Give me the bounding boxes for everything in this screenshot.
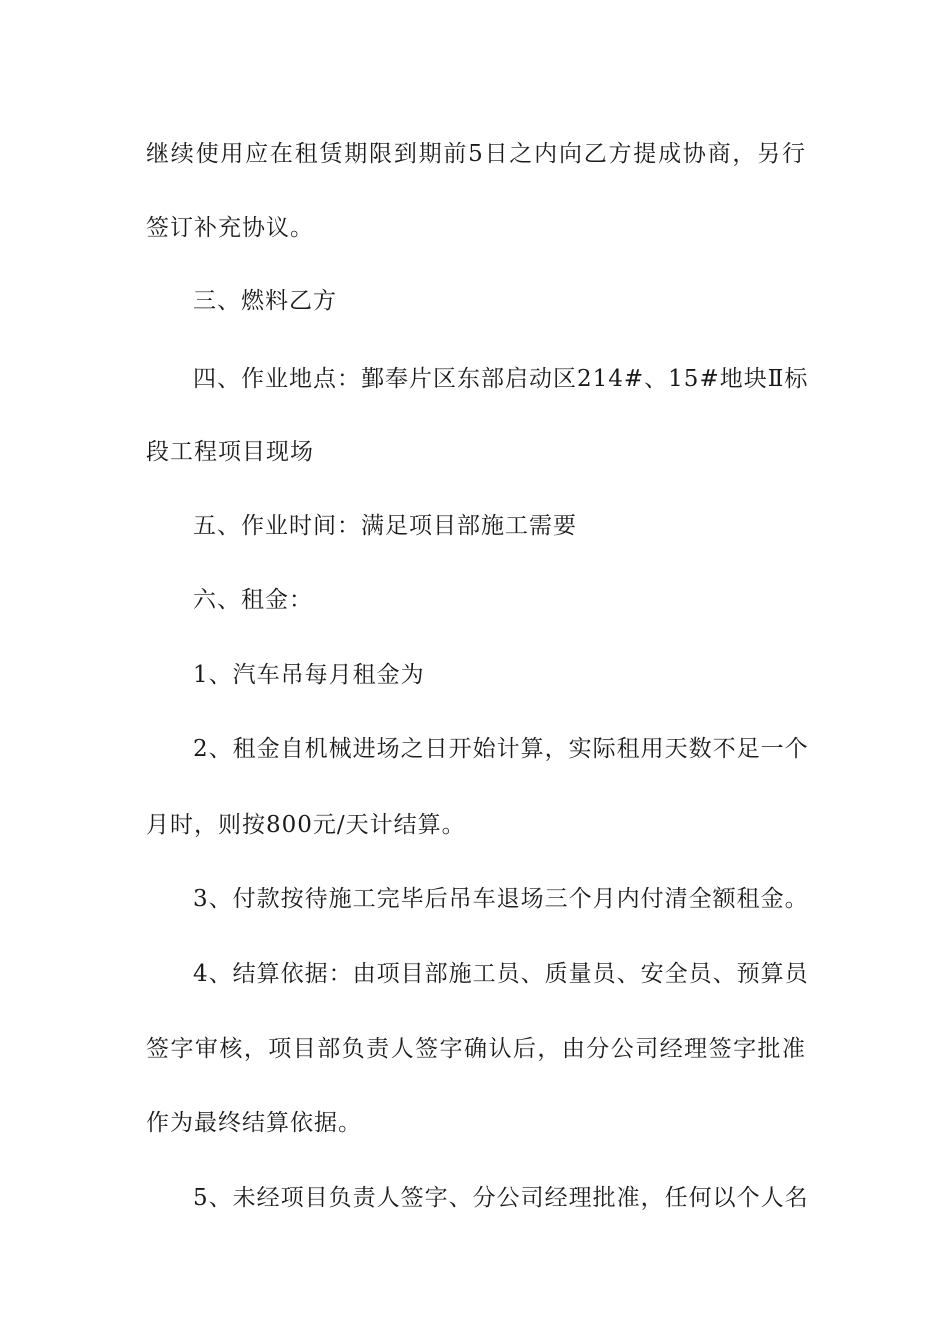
paragraph-line: 段工程项目现场 xyxy=(146,439,314,465)
paragraph-line: 继续使用应在租赁期限到期前5日之内向乙方提成协商，另行 xyxy=(146,141,806,167)
paragraph-line: 签订补充协议。 xyxy=(146,215,314,241)
paragraph-line: 月时，则按800元/天计结算。 xyxy=(146,812,466,838)
section-heading-time: 五、作业时间：满足项目部施工需要 xyxy=(193,513,577,539)
list-item: 4、结算依据：由项目部施工员、质量员、安全员、预算员 xyxy=(193,961,809,987)
paragraph-line: 作为最终结算依据。 xyxy=(146,1110,362,1136)
section-heading-rent: 六、租金： xyxy=(193,587,313,613)
section-heading-location: 四、作业地点：鄞奉片区东部启动区214#、15#地块Ⅱ标 xyxy=(193,366,809,392)
paragraph-line: 签字审核，项目部负责人签字确认后，由分公司经理签字批准 xyxy=(146,1036,806,1062)
list-item: 2、租金自机械进场之日开始计算，实际租用天数不足一个 xyxy=(193,736,809,762)
section-heading-fuel: 三、燃料乙方 xyxy=(193,288,337,314)
list-item: 1、汽车吊每月租金为 xyxy=(193,662,425,688)
list-item: 5、未经项目负责人签字、分公司经理批准，任何以个人名 xyxy=(193,1185,809,1211)
list-item: 3、付款按待施工完毕后吊车退场三个月内付清全额租金。 xyxy=(193,886,809,912)
